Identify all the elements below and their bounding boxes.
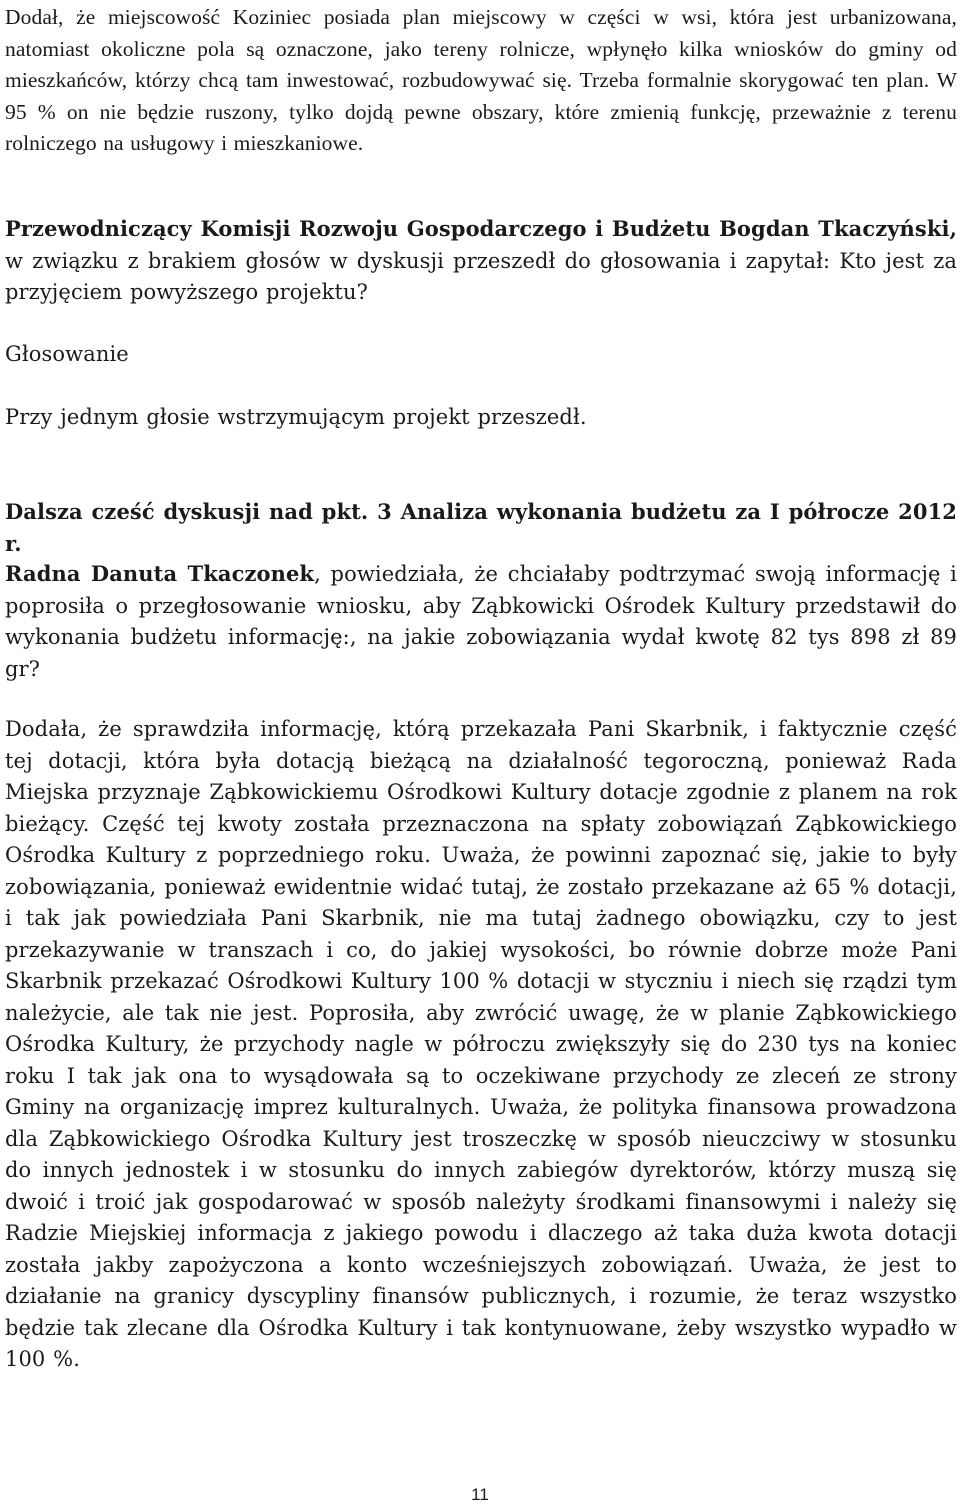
page-number: 11 [471,1485,489,1504]
section-heading: Dalsza cześć dyskusji nad pkt. 3 Analiza wykonania budżetu za I półrocze 2012 r. [5,499,957,556]
paragraph-tkaczonek-text: , powiedziała, że chciałaby podtrzymać swoją informację i poprosiła o przegłosowanie wniosku, aby Ząbkowicki Ośrodek Kultury przedstawił do wykonania budżetu informację:, na jakie zobowiązania wydał kwotę 82 tys 898 zł 89 gr? [5,562,957,681]
paragraph-chairman-text: w związku z brakiem głosów w dyskusji przeszedł do głosowania i zapytał: Kto jest za przyjęciem powyższego projektu? [5,248,957,304]
paragraph-tkaczonek-statement: Dodała, że sprawdziła informację, którą przekazała Pani Skarbnik, i faktycznie część tej dotacji, która była dotacją bieżącą na działalność tegoroczną, ponieważ Rada Miejska przyznaje Ząbkowickiemu Ośrodkowi Kultury dotacje zgodnie z planem na rok bieżący. Część tej kwoty została przeznaczona na spłaty zobowiązań Ząbkowickiego Ośrodka Kultury z poprzedniego roku. Uważa, że powinni zapoznać się, jakie to były zobowiązania, ponieważ ewidentnie widać tutaj, że zostało przekazane aż 65 % dotacji, i tak jak powiedziała Pani Skarbnik, nie ma tutaj żadnego obowiązku, czy to jest przekazywanie w transzach i co, do jakiej wysokości, bo równie dobrze może Pani Skarbnik przekazać Ośrodkowi Kultury 100 % dotacji w styczniu i niech się rządzi tym należycie, ale tak nie jest. Poprosiła, aby zwrócić uwagę, że w planie Ząbkowickiego Ośrodka Kultury, że przychody nagle w półroczu zwiększyły się do 230 tys na koniec roku I tak jak ona to wysądowała są to oczekiwane przychody ze zleceń ze strony Gminy na organizację imprez kulturalnych. Uważa, że polityka finansowa prowadzona dla Ząbkowickiego Ośrodka Kultury jest troszeczkę w sposób nieuczciwy w stosunku do innych jednostek i w stosunku do innych zabiegów dyrektorów, którzy muszą się dwoić i troić jak gospodarować w sposób należyty środkami finansowymi i należy się Radzie Miejskiej informacja z jakiego powodu i dlaczego aż taka duża kwota dotacji została jakby zapożyczona a konto wcześniejszych zobowiązań. Uważa, że jest to działanie na granicy dyscypliny finansów publicznych, i rozumie, że teraz wszystko będzie tak zlecane dla Ośrodka Kultury i tak kontynuowane, żeby wszystko wypadło w 100 %. [5,717,957,1371]
speaker-name-chairman: Przewodniczący Komisji Rozwoju Gospodarczego i Budżetu Bogdan Tkaczyński, [5,216,957,241]
paragraph-koziniec-plan: Dodał, że miejscowość Koziniec posiada plan miejscowy w części w wsi, która jest urbanizowana, natomiast okoliczne pola są oznaczone, jako tereny rolnicze, wpłynęło kilka wniosków do gminy od mieszkańców, którzy chcą tam inwestować, rozbudowywać się. Trzeba formalnie skorygować ten plan. W 95 % on nie będzie ruszony, tylko dojdą pewne obszary, które zmienią funkcję, przeważnie z terenu rolniczego na usługowy i mieszkaniowe. [5,5,957,155]
voting-label: Głosowanie [5,342,129,366]
paragraph-chairman-vote [5,213,957,309]
paragraph-tkaczonek-request [5,558,957,685]
voting-result: Przy jednym głosie wstrzymującym projekt przeszedł. [5,405,587,429]
speaker-name-tkaczonek: Radna Danuta Tkaczonek [5,561,315,586]
